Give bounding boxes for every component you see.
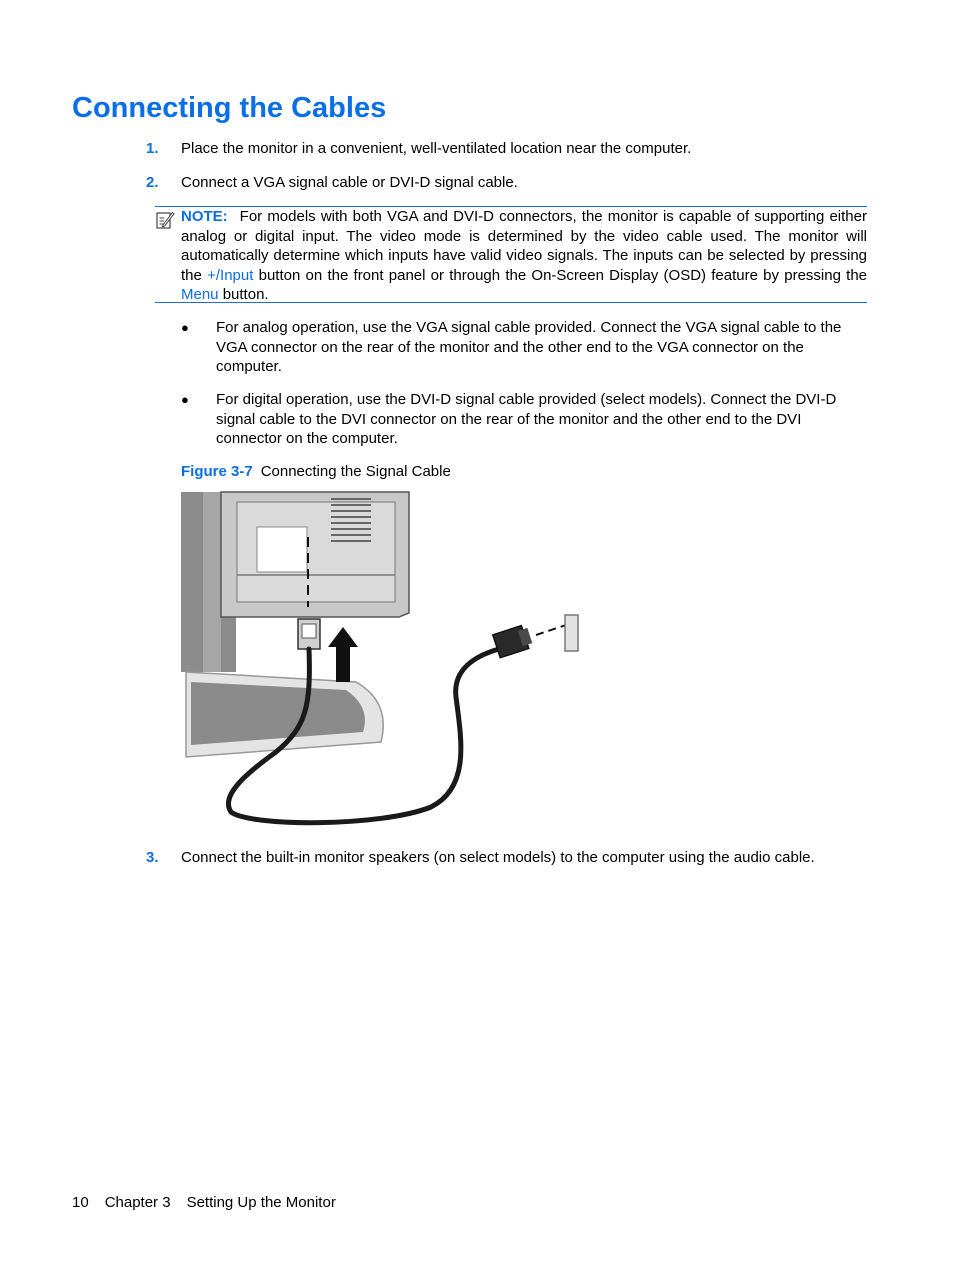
note-text-part: For models with both VGA and DVI-D connectors, the monitor is capable of supporting either analog or digital input. The video mode is determined by the video cable used. The monitor will automatically determine which inputs have valid video signals. The inputs can be selected by pressing the <box>181 208 867 284</box>
step-number: 1. <box>146 140 159 157</box>
step-text: Connect a VGA signal cable or DVI-D signal cable. <box>181 174 518 191</box>
input-button-link[interactable]: +/Input <box>207 266 254 284</box>
bullet-icon: ● <box>181 320 189 335</box>
step-text: Connect the built-in monitor speakers (on select models) to the computer using the audio cable. <box>181 849 815 866</box>
figure-label: Figure 3-7 <box>181 463 253 480</box>
note-text-part: button on the front panel or through the On-Screen Display (OSD) feature by pressing the <box>258 266 868 284</box>
footer-section: Setting Up the Monitor <box>186 1194 336 1211</box>
footer-chapter: Chapter 3 <box>104 1194 171 1211</box>
menu-button-link[interactable]: Menu <box>181 286 219 303</box>
note-box <box>155 206 867 303</box>
bullet-icon: ● <box>181 392 189 407</box>
signal-cable-illustration <box>181 487 581 832</box>
page-title: Connecting the Cables <box>72 92 387 124</box>
page-number: 10 <box>72 1194 89 1211</box>
step-number: 3. <box>146 849 159 866</box>
step-text: Place the monitor in a convenient, well-ventilated location near the computer. <box>181 140 692 157</box>
note-pencil-icon <box>155 210 175 230</box>
figure-caption <box>181 462 451 482</box>
step-number: 2. <box>146 174 159 191</box>
note-label: NOTE: <box>181 208 228 225</box>
note-text <box>181 207 867 305</box>
page-footer <box>72 1193 352 1213</box>
note-text-part: button. <box>222 286 269 303</box>
bullet-text: For digital operation, use the DVI-D signal cable provided (select models). Connect the DVI-D signal cable to the DVI connector on the rear of the monitor and the other end to the DVI connector on the computer. <box>216 391 837 447</box>
figure-caption-text: Connecting the Signal Cable <box>260 463 451 480</box>
bullet-text: For analog operation, use the VGA signal cable provided. Connect the VGA signal cable to the VGA connector on the rear of the monitor and the other end to the VGA connector on the computer. <box>216 319 842 375</box>
